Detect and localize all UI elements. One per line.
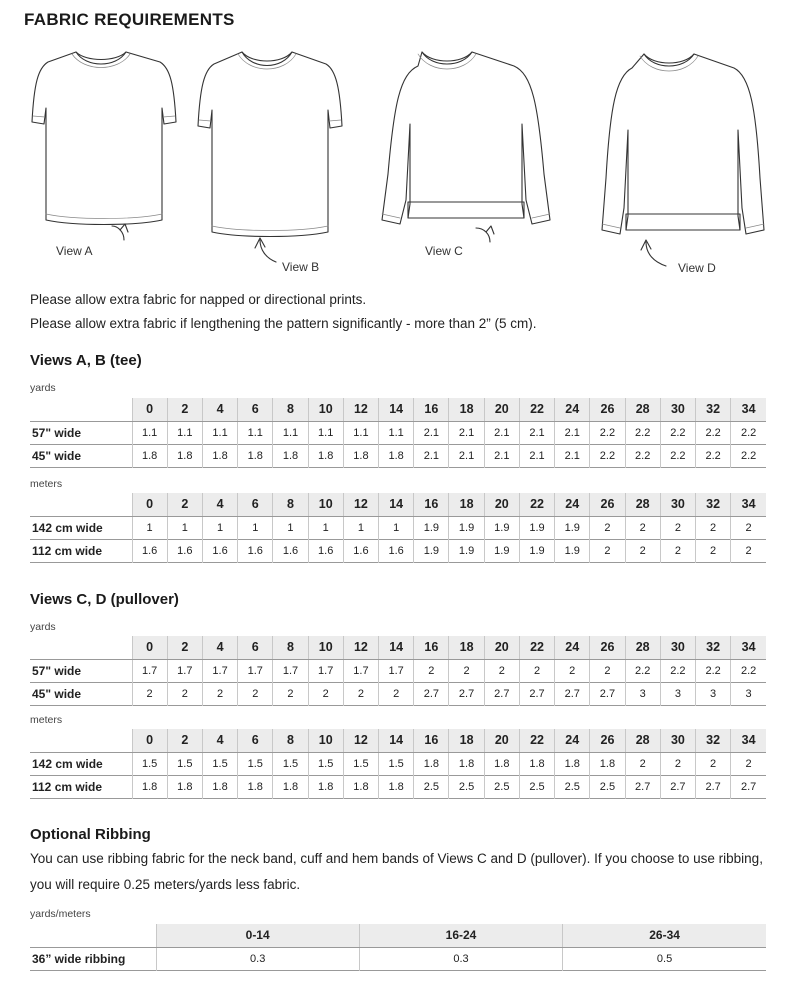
view-c-label: View C bbox=[425, 244, 463, 258]
fabric-amount-cell: 1.8 bbox=[379, 775, 414, 798]
fabric-amount-cell: 2.5 bbox=[519, 775, 554, 798]
table-row bbox=[30, 539, 766, 562]
fabric-amount-cell: 1.8 bbox=[343, 775, 378, 798]
size-header: 12 bbox=[343, 398, 378, 421]
size-header: 20 bbox=[484, 398, 519, 421]
size-header: 30 bbox=[660, 398, 695, 421]
fabric-amount-cell: 1.8 bbox=[202, 444, 237, 467]
fabric-amount-cell: 2.2 bbox=[625, 444, 660, 467]
fabric-amount-cell: 2.1 bbox=[414, 421, 449, 444]
ribbing-corner-cell bbox=[30, 924, 156, 947]
fabric-amount-cell: 2 bbox=[625, 752, 660, 775]
fabric-amount-cell: 1.1 bbox=[202, 421, 237, 444]
ribbing-range-header: 26-34 bbox=[563, 924, 766, 947]
fabric-amount-cell: 2.1 bbox=[519, 444, 554, 467]
size-header: 6 bbox=[238, 636, 273, 659]
fabric-amount-cell: 1.9 bbox=[519, 539, 554, 562]
fabric-amount-cell: 1.8 bbox=[132, 444, 167, 467]
size-header: 24 bbox=[555, 493, 590, 516]
ribbing-row-label: 36” wide ribbing bbox=[32, 951, 126, 966]
fabric-amount-cell: 1.8 bbox=[484, 752, 519, 775]
fabric-notes bbox=[30, 288, 770, 336]
table-row bbox=[30, 444, 766, 467]
fabric-amount-cell: 2.2 bbox=[625, 659, 660, 682]
fabric-amount-cell: 2.7 bbox=[484, 682, 519, 705]
size-header: 2 bbox=[167, 636, 202, 659]
fabric-amount-cell: 2.7 bbox=[590, 682, 625, 705]
fabric-amount-cell: 1 bbox=[132, 516, 167, 539]
size-header: 22 bbox=[519, 729, 554, 752]
fabric-amount-cell: 1.6 bbox=[167, 539, 202, 562]
size-header: 34 bbox=[731, 636, 766, 659]
fabric-amount-cell: 1.8 bbox=[273, 444, 308, 467]
size-header: 2 bbox=[167, 729, 202, 752]
pullover-yards-unit: yards bbox=[30, 621, 56, 633]
fabric-amount-cell: 1.8 bbox=[308, 775, 343, 798]
fabric-amount-cell: 2.7 bbox=[555, 682, 590, 705]
size-header: 0 bbox=[132, 636, 167, 659]
size-header: 26 bbox=[590, 493, 625, 516]
fabric-amount-cell: 2.7 bbox=[696, 775, 731, 798]
ribbing-value: 0.3 bbox=[156, 947, 359, 970]
size-header: 14 bbox=[379, 493, 414, 516]
size-header: 18 bbox=[449, 493, 484, 516]
size-header: 20 bbox=[484, 636, 519, 659]
fabric-amount-cell: 1.8 bbox=[590, 752, 625, 775]
size-header: 26 bbox=[590, 729, 625, 752]
size-header: 24 bbox=[555, 729, 590, 752]
fabric-amount-cell: 2 bbox=[696, 516, 731, 539]
view-d-pullover-illustration bbox=[602, 54, 764, 266]
fabric-amount-cell: 1.9 bbox=[555, 516, 590, 539]
fabric-amount-cell: 1.1 bbox=[238, 421, 273, 444]
size-header: 14 bbox=[379, 636, 414, 659]
fabric-amount-cell: 1.7 bbox=[238, 659, 273, 682]
fabric-amount-cell: 2 bbox=[590, 539, 625, 562]
fabric-amount-cell: 3 bbox=[696, 682, 731, 705]
size-header: 30 bbox=[660, 636, 695, 659]
fabric-amount-cell: 2.5 bbox=[555, 775, 590, 798]
tee-yards-table bbox=[30, 398, 766, 468]
fabric-amount-cell: 1.6 bbox=[308, 539, 343, 562]
fabric-width-label: 57" wide bbox=[32, 425, 82, 440]
fabric-amount-cell: 1.1 bbox=[343, 421, 378, 444]
size-header: 8 bbox=[273, 398, 308, 421]
fabric-amount-cell: 2 bbox=[379, 682, 414, 705]
fabric-amount-cell: 1.9 bbox=[414, 516, 449, 539]
fabric-amount-cell: 1 bbox=[343, 516, 378, 539]
fabric-width-label: 57" wide bbox=[32, 663, 82, 678]
fabric-amount-cell: 1.7 bbox=[343, 659, 378, 682]
fabric-amount-cell: 1.6 bbox=[343, 539, 378, 562]
fabric-amount-cell: 2.7 bbox=[625, 775, 660, 798]
size-header: 8 bbox=[273, 493, 308, 516]
fabric-amount-cell: 2 bbox=[696, 539, 731, 562]
fabric-amount-cell: 1.8 bbox=[414, 752, 449, 775]
fabric-amount-cell: 2 bbox=[449, 659, 484, 682]
fabric-amount-cell: 1.8 bbox=[167, 775, 202, 798]
size-header: 32 bbox=[696, 636, 731, 659]
fabric-amount-cell: 2 bbox=[519, 659, 554, 682]
view-b-tee-illustration bbox=[198, 52, 342, 262]
fabric-amount-cell: 1.8 bbox=[449, 752, 484, 775]
fabric-amount-cell: 1.5 bbox=[308, 752, 343, 775]
fabric-amount-cell: 2 bbox=[414, 659, 449, 682]
size-header: 26 bbox=[590, 636, 625, 659]
fabric-amount-cell: 1.1 bbox=[132, 421, 167, 444]
fabric-amount-cell: 2 bbox=[731, 539, 766, 562]
fabric-amount-cell: 2.2 bbox=[696, 421, 731, 444]
fabric-amount-cell: 1.8 bbox=[238, 444, 273, 467]
size-header: 4 bbox=[202, 729, 237, 752]
fabric-amount-cell: 2.7 bbox=[660, 775, 695, 798]
fabric-amount-cell: 2.1 bbox=[555, 421, 590, 444]
fabric-amount-cell: 1.5 bbox=[167, 752, 202, 775]
fabric-amount-cell: 2 bbox=[273, 682, 308, 705]
fabric-amount-cell: 1.7 bbox=[202, 659, 237, 682]
fabric-amount-cell: 1 bbox=[167, 516, 202, 539]
fabric-amount-cell: 1.8 bbox=[308, 444, 343, 467]
size-header: 0 bbox=[132, 729, 167, 752]
table-row bbox=[30, 516, 766, 539]
size-header: 4 bbox=[202, 493, 237, 516]
fabric-amount-cell: 1.6 bbox=[202, 539, 237, 562]
size-header: 0 bbox=[132, 493, 167, 516]
fabric-amount-cell: 3 bbox=[731, 682, 766, 705]
size-header: 22 bbox=[519, 493, 554, 516]
fabric-amount-cell: 2 bbox=[590, 516, 625, 539]
ribbing-unit: yards/meters bbox=[30, 908, 91, 920]
fabric-amount-cell: 1.1 bbox=[379, 421, 414, 444]
size-header: 10 bbox=[308, 398, 343, 421]
fabric-amount-cell: 1.9 bbox=[414, 539, 449, 562]
fabric-amount-cell: 1.6 bbox=[132, 539, 167, 562]
fabric-amount-cell: 1.8 bbox=[132, 775, 167, 798]
size-header: 14 bbox=[379, 729, 414, 752]
view-c-pullover-illustration bbox=[382, 52, 550, 242]
corner-cell bbox=[30, 398, 132, 421]
view-a-label: View A bbox=[56, 244, 93, 258]
garment-illustrations bbox=[24, 44, 776, 280]
size-header: 10 bbox=[308, 493, 343, 516]
size-header: 34 bbox=[731, 729, 766, 752]
size-header: 0 bbox=[132, 398, 167, 421]
corner-cell bbox=[30, 729, 132, 752]
table-row bbox=[30, 421, 766, 444]
size-header: 20 bbox=[484, 729, 519, 752]
fabric-amount-cell: 1.8 bbox=[379, 444, 414, 467]
size-header: 16 bbox=[414, 729, 449, 752]
size-header: 12 bbox=[343, 493, 378, 516]
fabric-amount-cell: 1.5 bbox=[273, 752, 308, 775]
fabric-amount-cell: 2 bbox=[731, 516, 766, 539]
size-header: 2 bbox=[167, 398, 202, 421]
fabric-amount-cell: 2.1 bbox=[484, 444, 519, 467]
table-row bbox=[30, 752, 766, 775]
size-header: 24 bbox=[555, 398, 590, 421]
size-header: 12 bbox=[343, 729, 378, 752]
fabric-amount-cell: 2.1 bbox=[555, 444, 590, 467]
size-header: 16 bbox=[414, 493, 449, 516]
fabric-width-label: 112 cm wide bbox=[32, 779, 103, 794]
fabric-amount-cell: 1.8 bbox=[343, 444, 378, 467]
size-header: 22 bbox=[519, 636, 554, 659]
ribbing-range-header: 16-24 bbox=[359, 924, 562, 947]
fabric-amount-cell: 1.6 bbox=[238, 539, 273, 562]
fabric-amount-cell: 1 bbox=[273, 516, 308, 539]
fabric-amount-cell: 2.1 bbox=[414, 444, 449, 467]
fabric-amount-cell: 1.7 bbox=[167, 659, 202, 682]
size-header: 32 bbox=[696, 398, 731, 421]
fabric-amount-cell: 2 bbox=[625, 516, 660, 539]
fabric-amount-cell: 2 bbox=[202, 682, 237, 705]
size-header: 12 bbox=[343, 636, 378, 659]
fabric-amount-cell: 1.6 bbox=[273, 539, 308, 562]
ribbing-description: You can use ribbing fabric for the neck band, cuff and hem bands of Views C and D (pullover). If you choose to use ribbing, you will require 0.25 meters/yards less fabric. bbox=[30, 851, 763, 892]
fabric-amount-cell: 1.1 bbox=[273, 421, 308, 444]
fabric-amount-cell: 2 bbox=[238, 682, 273, 705]
fabric-amount-cell: 2.2 bbox=[696, 659, 731, 682]
fabric-amount-cell: 2.2 bbox=[696, 444, 731, 467]
fabric-amount-cell: 1 bbox=[202, 516, 237, 539]
size-header: 6 bbox=[238, 729, 273, 752]
table-row bbox=[30, 775, 766, 798]
fabric-amount-cell: 1.7 bbox=[379, 659, 414, 682]
fabric-amount-cell: 2.1 bbox=[484, 421, 519, 444]
fabric-amount-cell: 1.7 bbox=[308, 659, 343, 682]
fabric-amount-cell: 1.8 bbox=[555, 752, 590, 775]
fabric-amount-cell: 2.2 bbox=[590, 421, 625, 444]
fabric-amount-cell: 2.2 bbox=[660, 659, 695, 682]
fabric-amount-cell: 2 bbox=[660, 516, 695, 539]
size-header: 2 bbox=[167, 493, 202, 516]
fabric-amount-cell: 1.7 bbox=[273, 659, 308, 682]
fabric-amount-cell: 1.8 bbox=[273, 775, 308, 798]
fabric-amount-cell: 1.9 bbox=[484, 516, 519, 539]
pullover-yards-table bbox=[30, 636, 766, 706]
pullover-meters-table bbox=[30, 729, 766, 799]
size-header: 28 bbox=[625, 636, 660, 659]
tee-yards-unit: yards bbox=[30, 382, 56, 394]
fabric-amount-cell: 2 bbox=[731, 752, 766, 775]
fabric-amount-cell: 1.8 bbox=[167, 444, 202, 467]
fabric-amount-cell: 2.5 bbox=[414, 775, 449, 798]
size-header: 32 bbox=[696, 493, 731, 516]
fabric-amount-cell: 1.1 bbox=[167, 421, 202, 444]
size-header: 16 bbox=[414, 398, 449, 421]
fabric-amount-cell: 1.8 bbox=[238, 775, 273, 798]
fabric-amount-cell: 1.9 bbox=[449, 516, 484, 539]
size-header: 32 bbox=[696, 729, 731, 752]
fabric-amount-cell: 2 bbox=[132, 682, 167, 705]
fabric-amount-cell: 2 bbox=[590, 659, 625, 682]
page-title: FABRIC REQUIREMENTS bbox=[24, 10, 235, 29]
corner-cell bbox=[30, 493, 132, 516]
fabric-amount-cell: 2 bbox=[484, 659, 519, 682]
fabric-amount-cell: 1 bbox=[379, 516, 414, 539]
fabric-amount-cell: 2.2 bbox=[660, 421, 695, 444]
size-header: 28 bbox=[625, 493, 660, 516]
fabric-amount-cell: 2.1 bbox=[449, 444, 484, 467]
fabric-amount-cell: 2.7 bbox=[519, 682, 554, 705]
tee-section-title: Views A, B (tee) bbox=[30, 352, 142, 369]
note-napped-prints: Please allow extra fabric for napped or directional prints. bbox=[30, 292, 367, 307]
fabric-width-label: 45" wide bbox=[32, 686, 82, 701]
fabric-amount-cell: 2.2 bbox=[731, 421, 766, 444]
fabric-width-label: 45" wide bbox=[32, 448, 82, 463]
fabric-amount-cell: 2.2 bbox=[731, 659, 766, 682]
fabric-amount-cell: 2 bbox=[308, 682, 343, 705]
pullover-meters-unit: meters bbox=[30, 714, 63, 726]
note-lengthening: Please allow extra fabric if lengthening the pattern significantly - more than 2” (5 cm). bbox=[30, 316, 537, 331]
fabric-amount-cell: 1.7 bbox=[132, 659, 167, 682]
fabric-amount-cell: 3 bbox=[660, 682, 695, 705]
size-header: 22 bbox=[519, 398, 554, 421]
fabric-amount-cell: 1.8 bbox=[202, 775, 237, 798]
fabric-amount-cell: 2.2 bbox=[625, 421, 660, 444]
fabric-amount-cell: 1.8 bbox=[519, 752, 554, 775]
fabric-amount-cell: 2.1 bbox=[449, 421, 484, 444]
size-header: 28 bbox=[625, 398, 660, 421]
fabric-amount-cell: 1.6 bbox=[379, 539, 414, 562]
ribbing-value: 0.5 bbox=[563, 947, 766, 970]
ribbing-section-title: Optional Ribbing bbox=[30, 826, 151, 843]
fabric-amount-cell: 1.5 bbox=[238, 752, 273, 775]
fabric-amount-cell: 2 bbox=[660, 752, 695, 775]
size-header: 34 bbox=[731, 493, 766, 516]
size-header: 34 bbox=[731, 398, 766, 421]
fabric-amount-cell: 2.1 bbox=[519, 421, 554, 444]
fabric-amount-cell: 2.7 bbox=[449, 682, 484, 705]
fabric-amount-cell: 3 bbox=[625, 682, 660, 705]
view-d-label: View D bbox=[678, 261, 716, 275]
fabric-amount-cell: 2.2 bbox=[590, 444, 625, 467]
size-header: 8 bbox=[273, 636, 308, 659]
tee-meters-table bbox=[30, 493, 766, 563]
fabric-amount-cell: 2 bbox=[660, 539, 695, 562]
table-row bbox=[30, 682, 766, 705]
table-row bbox=[30, 659, 766, 682]
size-header: 6 bbox=[238, 493, 273, 516]
size-header: 18 bbox=[449, 636, 484, 659]
fabric-amount-cell: 1.5 bbox=[132, 752, 167, 775]
pullover-section-title: Views C, D (pullover) bbox=[30, 591, 179, 608]
size-header: 28 bbox=[625, 729, 660, 752]
size-header: 16 bbox=[414, 636, 449, 659]
fabric-amount-cell: 1.9 bbox=[519, 516, 554, 539]
size-header: 20 bbox=[484, 493, 519, 516]
ribbing-table bbox=[30, 924, 766, 971]
size-header: 14 bbox=[379, 398, 414, 421]
fabric-amount-cell: 2.7 bbox=[731, 775, 766, 798]
ribbing-row bbox=[30, 947, 766, 970]
fabric-width-label: 142 cm wide bbox=[32, 520, 103, 535]
fabric-amount-cell: 2 bbox=[343, 682, 378, 705]
size-header: 6 bbox=[238, 398, 273, 421]
corner-cell bbox=[30, 636, 132, 659]
size-header: 26 bbox=[590, 398, 625, 421]
fabric-amount-cell: 1.5 bbox=[202, 752, 237, 775]
fabric-amount-cell: 2.5 bbox=[484, 775, 519, 798]
size-header: 10 bbox=[308, 729, 343, 752]
fabric-amount-cell: 2 bbox=[167, 682, 202, 705]
fabric-amount-cell: 1.9 bbox=[484, 539, 519, 562]
fabric-amount-cell: 1 bbox=[238, 516, 273, 539]
fabric-width-label: 142 cm wide bbox=[32, 756, 103, 771]
fabric-width-label: 112 cm wide bbox=[32, 543, 103, 558]
fabric-amount-cell: 1.9 bbox=[449, 539, 484, 562]
ribbing-value: 0.3 bbox=[359, 947, 562, 970]
size-header: 4 bbox=[202, 398, 237, 421]
fabric-amount-cell: 1.1 bbox=[308, 421, 343, 444]
size-header: 4 bbox=[202, 636, 237, 659]
fabric-amount-cell: 1.5 bbox=[379, 752, 414, 775]
fabric-amount-cell: 1.5 bbox=[343, 752, 378, 775]
size-header: 30 bbox=[660, 493, 695, 516]
tee-meters-unit: meters bbox=[30, 478, 63, 490]
ribbing-range-header: 0-14 bbox=[156, 924, 359, 947]
size-header: 18 bbox=[449, 729, 484, 752]
fabric-amount-cell: 1 bbox=[308, 516, 343, 539]
size-header: 30 bbox=[660, 729, 695, 752]
fabric-amount-cell: 2.5 bbox=[449, 775, 484, 798]
fabric-amount-cell: 2 bbox=[625, 539, 660, 562]
fabric-amount-cell: 2 bbox=[696, 752, 731, 775]
fabric-amount-cell: 1.9 bbox=[555, 539, 590, 562]
fabric-amount-cell: 2.5 bbox=[590, 775, 625, 798]
view-a-tee-illustration bbox=[32, 52, 176, 240]
size-header: 18 bbox=[449, 398, 484, 421]
size-header: 10 bbox=[308, 636, 343, 659]
size-header: 24 bbox=[555, 636, 590, 659]
size-header: 8 bbox=[273, 729, 308, 752]
view-b-label: View B bbox=[282, 260, 320, 274]
fabric-amount-cell: 2.2 bbox=[731, 444, 766, 467]
fabric-amount-cell: 2.7 bbox=[414, 682, 449, 705]
fabric-amount-cell: 2.2 bbox=[660, 444, 695, 467]
fabric-amount-cell: 2 bbox=[555, 659, 590, 682]
